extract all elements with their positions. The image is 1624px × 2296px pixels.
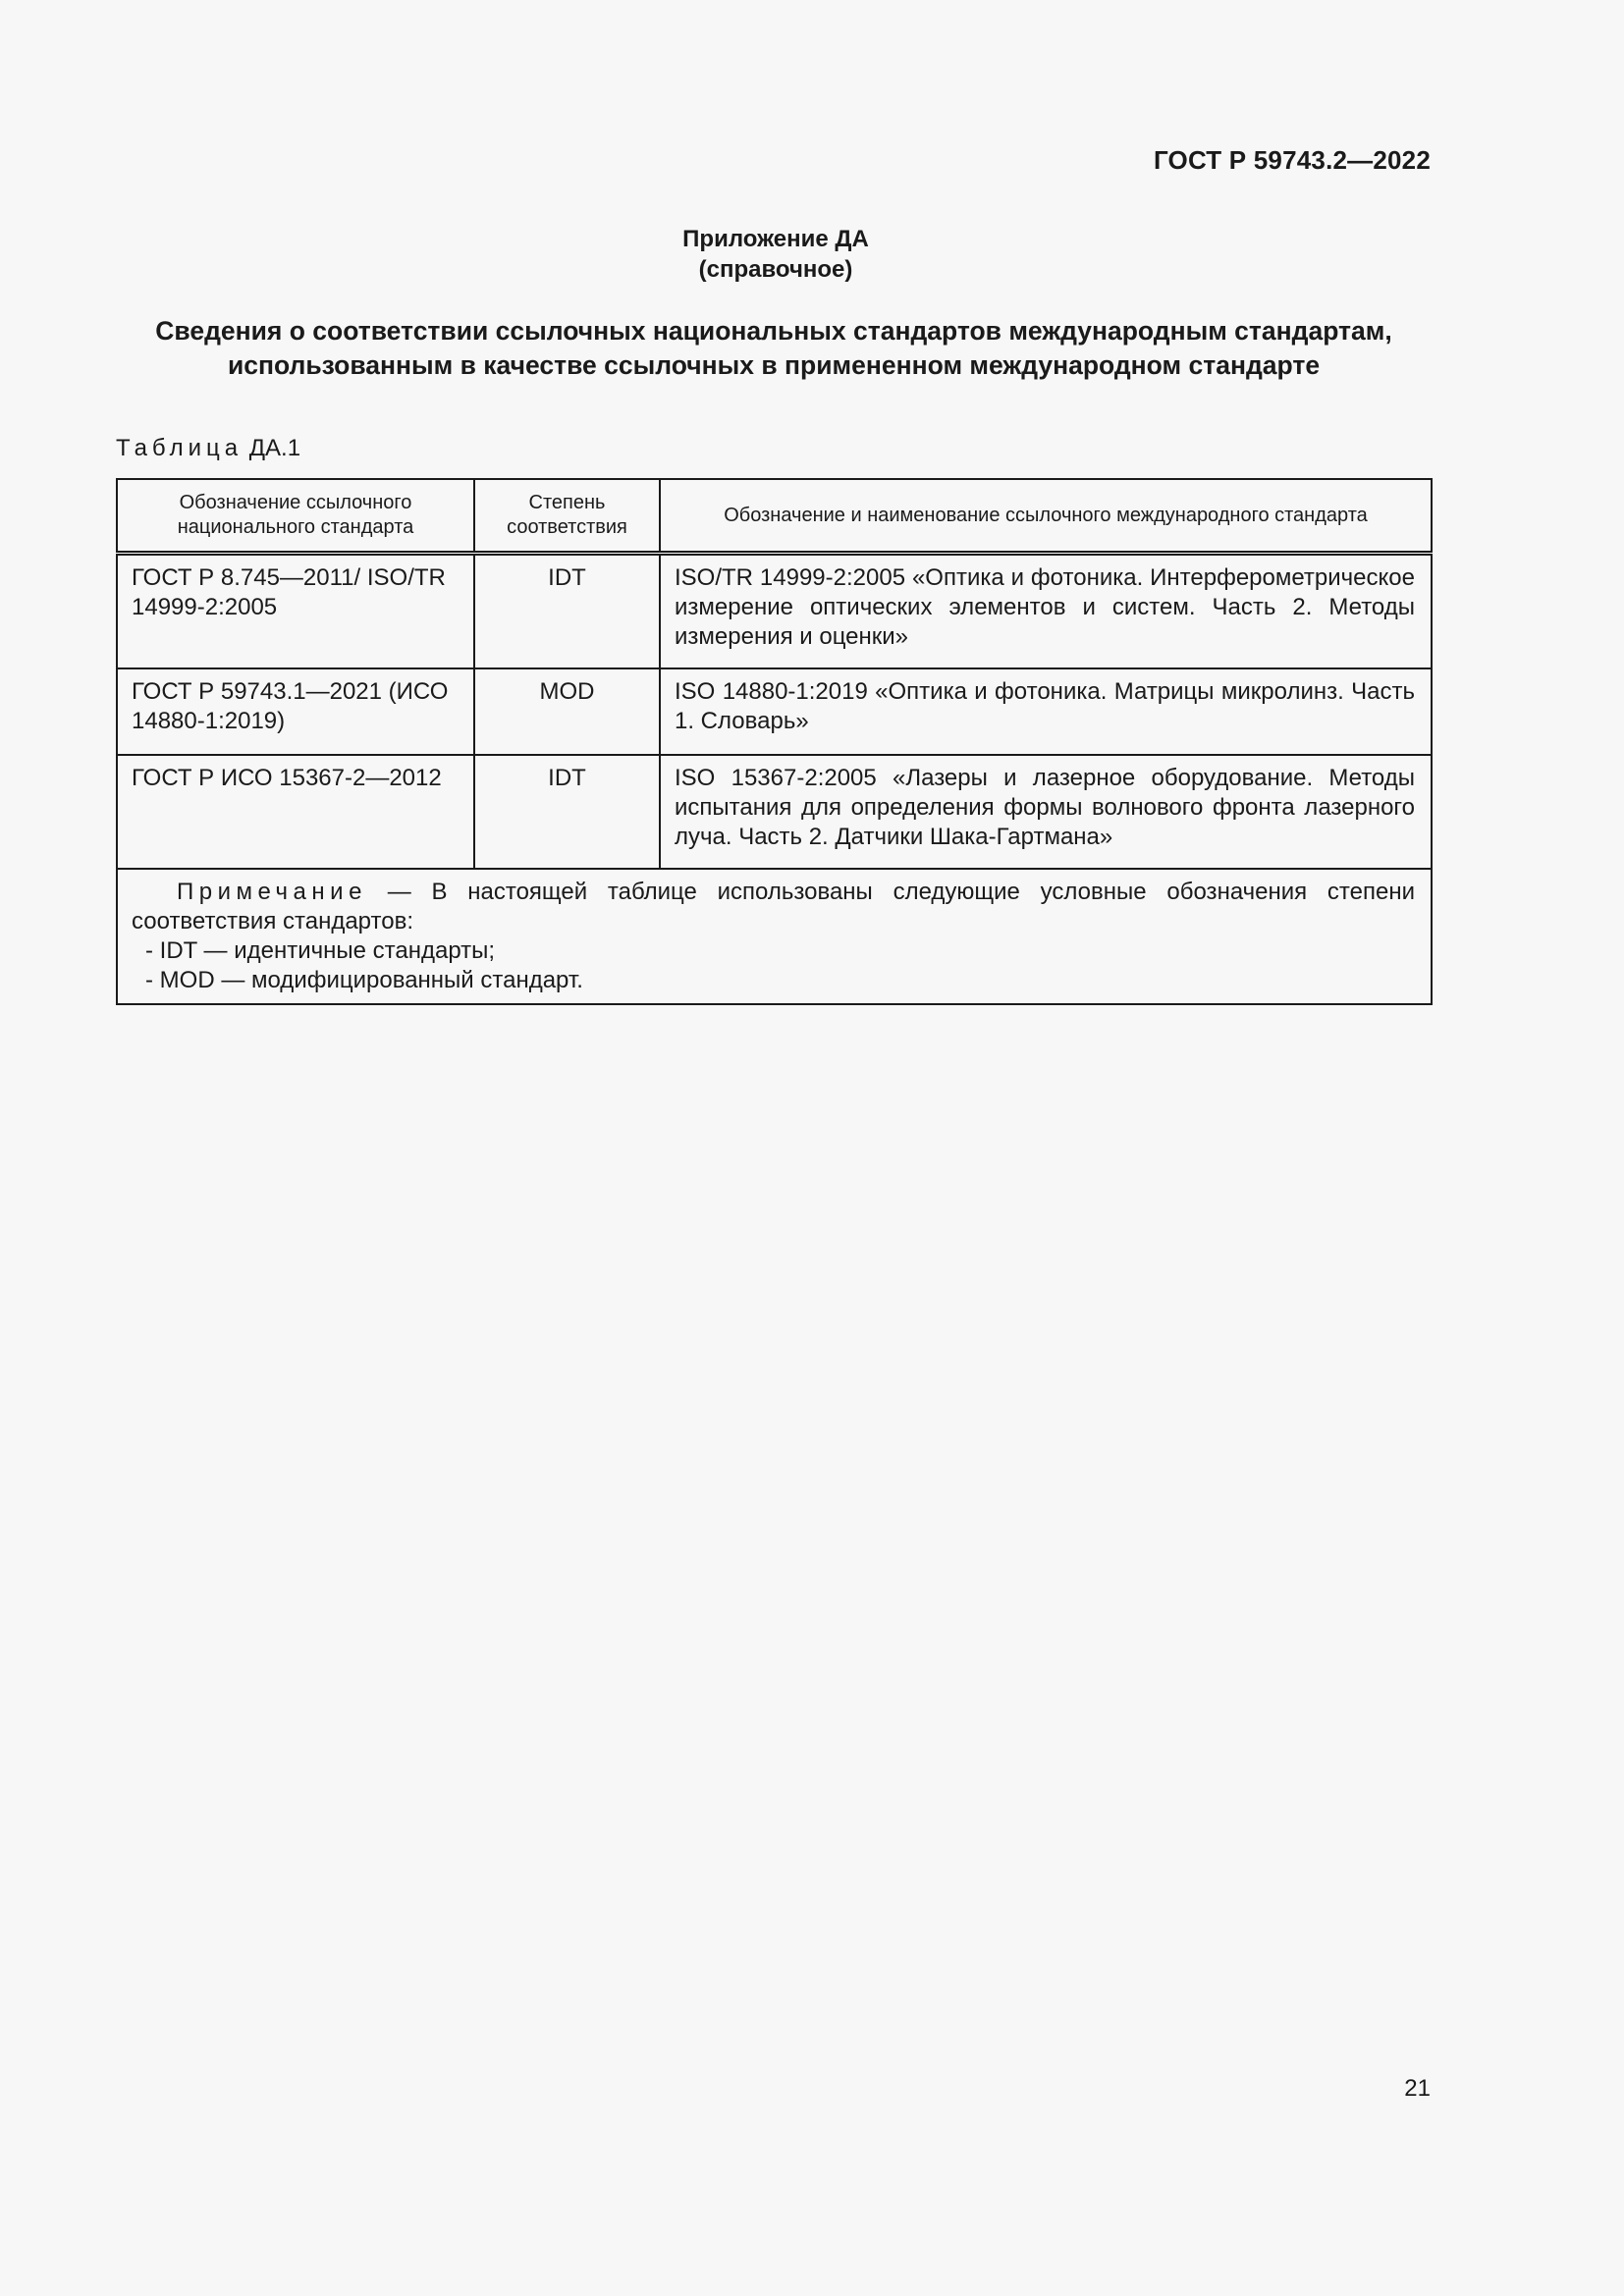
appendix-subtitle: (справочное) [698, 256, 853, 283]
table-row [117, 668, 1432, 755]
national-standard-cell: ГОСТ Р ИСО 15367-2—2012 [117, 755, 474, 869]
standards-correspondence-table [116, 478, 1433, 1005]
national-standard-cell: ГОСТ Р 59743.1—2021 (ИСО 14880-1:2019) [117, 668, 474, 755]
column-header-national: Обозначение ссылочного национального стандарта [117, 479, 474, 554]
table-row [117, 554, 1432, 669]
appendix-title: Приложение ДА [682, 226, 869, 252]
page-number: 21 [1404, 2075, 1431, 2102]
column-header-international: Обозначение и наименование ссылочного международного стандарта [660, 479, 1432, 554]
note-item-idt: - IDT — идентичные стандарты; [145, 937, 496, 964]
note-label: Примечание [177, 879, 367, 905]
international-standard-cell: ISO 14880-1:2019 «Оптика и фотоника. Матрицы микролинз. Часть 1. Словарь» [660, 668, 1432, 755]
section-heading-line-2: использованным в качестве ссылочных в примененном международном стандарте [227, 350, 1321, 380]
section-heading [116, 314, 1432, 383]
national-standard-cell: ГОСТ Р 8.745—2011/ ISO/TR 14999-2:2005 [117, 554, 474, 669]
note-paragraph [132, 878, 1415, 936]
table-row [117, 755, 1432, 869]
section-heading-line-1: Сведения о соответствии ссылочных национальных стандартов международным стандартам, [155, 316, 1392, 346]
note-item-mod: - MOD — модифицированный стандарт. [145, 967, 583, 993]
note-text: — В настоящей таблице использованы следующие условные обозначения степени соответствия стандартов: [132, 879, 1415, 934]
table-note [117, 869, 1432, 1004]
degree-cell: IDT [474, 554, 660, 669]
column-header-degree: Степень соответствия [474, 479, 660, 554]
table-header-row [117, 479, 1432, 554]
table-caption-number: ДА.1 [248, 435, 301, 461]
table-caption [116, 435, 300, 462]
appendix-title-block [0, 224, 1551, 285]
international-standard-cell: ISO/TR 14999-2:2005 «Оптика и фотоника. Интерферометрическое измерение оптических элементов и систем. Часть 2. Методы измерения и оценки» [660, 554, 1432, 669]
table-note-row [117, 869, 1432, 1004]
degree-cell: IDT [474, 755, 660, 869]
international-standard-cell: ISO 15367-2:2005 «Лазеры и лазерное оборудование. Методы испытания для определения формы волнового фронта лазерного луча. Часть 2. Датчики Шака-Гартмана» [660, 755, 1432, 869]
degree-cell: MOD [474, 668, 660, 755]
table-caption-word: Таблица [116, 435, 244, 461]
document-code: ГОСТ Р 59743.2—2022 [1153, 145, 1431, 175]
